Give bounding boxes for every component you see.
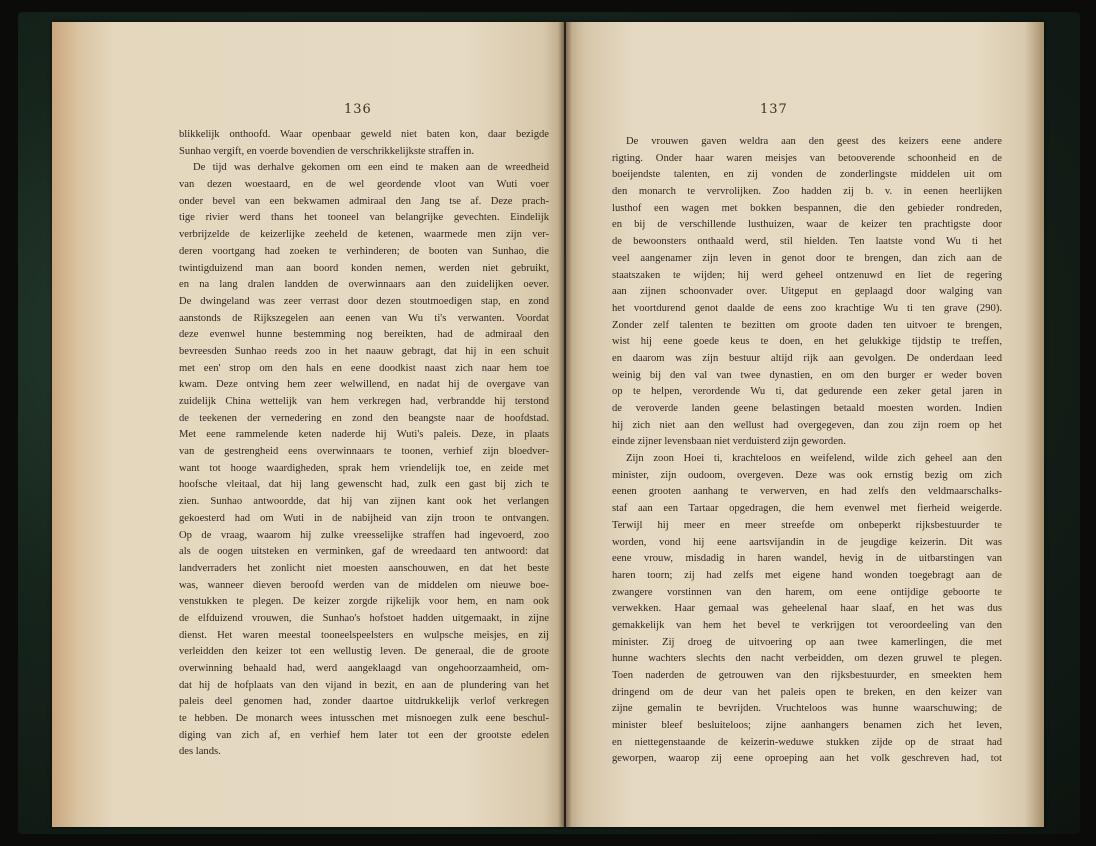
text-line: De vrouwen gaven weldra aan den geest des keizers eene andere	[626, 136, 1002, 147]
book-gutter	[558, 22, 572, 827]
text-line: en niettegenstaande de keizerin-weduwe stukken zijde op de straat had	[612, 736, 1002, 748]
text-line: overwinning behaald had, werd aangeklaagd van ongehoorzaamheid, om-	[179, 663, 549, 674]
text-line: van de gestrengheid eens overwinnaars te toonen, verhief zijn bloedver-	[179, 446, 549, 458]
text-line: zuidelijk China wettelijk van hem verkregen had, verbrandde hij terstond	[179, 396, 549, 407]
text-line: lusthof een wagen met bokken bespannen, die den gebieder rondreden,	[612, 202, 1002, 214]
text-line: en na lang dralen landden de overwinnaars aan den zuidelijken oever.	[179, 279, 549, 291]
text-line: geworpen, waarop zij eene oproeping aan het volk geschreven had, tot	[612, 753, 1002, 765]
text-line: verleidden den keizer tot een wellustig leven. De generaal, die de groote	[179, 646, 549, 658]
text-line: twintigduizend man aan boord konden nemen, werden niet gebruikt,	[179, 262, 549, 274]
text-line: des lands.	[179, 746, 221, 758]
text-line: te hebben. De monarch wees intusschen met misnoegen zulk eene beschul-	[179, 713, 549, 725]
page-number: 136	[344, 102, 372, 117]
text-line: boeijendste talenten, en zij vonden de zonderlingste middelen uit om	[612, 169, 1002, 181]
text-line: want tot hooge waardigheden, sprak hem vriendelijk toe, en zeide met	[179, 462, 549, 474]
page-text	[179, 127, 549, 761]
text-line: dringend om de deur van het paleis open te breken, en den keizer van	[612, 686, 1002, 698]
text-line: paleis deel genomen had, zonder daartoe uitdrukkelijk verlof verkregen	[179, 696, 549, 708]
text-line: hij zich niet aan den wellust had overgegeven, dan zou zijn roem op het	[612, 419, 1002, 431]
text-line: minister bleef besluiteloos; zijne aanhangers benamen zich het leven,	[612, 720, 1002, 732]
text-line: deren voortgang had zoeken te verhinderen; de booten van Sunhao, die	[179, 245, 549, 257]
text-line: Toen naderden de getrouwen van den rijksbestuurder, en smeekten hem	[612, 670, 1002, 681]
text-line: staatszaken te wijden; hij werd geheel ontzenuwd en liet de regering	[612, 269, 1002, 281]
text-line: bevreesden Sunhao reeds zoo in het naauw gebragt, dat hij in een schuit	[179, 345, 549, 357]
text-line: deze evenwel hunne bestemming nog bereikten, had de admiraal den	[179, 329, 549, 341]
text-line: den monarch te vervrolijken. Zoo hadden zij b. v. in eenen heerlijken	[612, 186, 1002, 198]
text-line: weinig bij den val van twee dynastien, en om den burger er weder boven	[612, 369, 1002, 381]
text-line: zwangere vorstinnen van den harem, om eene ontijdige geboorte te	[612, 586, 1002, 598]
text-line: tige rivier werd thans het tooneel van belangrijke gevechten. Eindelijk	[179, 212, 549, 224]
text-line: wist hij eene goede keus te doen, en het gelukkige tijdstip te treffen,	[612, 336, 1002, 348]
text-line: dat hij de hofplaats van den vijand in bezit, en aan de plundering van het	[179, 679, 549, 691]
text-line: gekoesterd had om Wuti in de nabijheid van zijn troon te ontvangen.	[179, 512, 549, 524]
text-line: De dwingeland was zeer verrast door dezen stoutmoedigen stap, en zond	[179, 295, 549, 307]
text-line: de bewoonsters onthaald werd, stil hielden. Ten laatste vond Wu ti het	[612, 236, 1002, 248]
text-line: diging van zich af, en verhief hem later tot een der grootste edelen	[179, 729, 549, 741]
text-line: Met eene rammelende keten naderde hij Wuti's paleis. Deze, in plaats	[179, 429, 549, 441]
text-line: gemakkelijk van hem het bevel te verkrijgen tot veroordeeling van den	[612, 619, 1002, 631]
text-line: hunne wachters slechts den nacht verbeidden, om dezen gruwel te plegen.	[612, 653, 1002, 665]
text-line: Sunhao vergift, en voerde bovendien de verschrikkelijkste straffen in.	[179, 145, 474, 157]
text-line: Terwijl hij meer en meer streefde om onbeperkt rijksbestuurder te	[612, 519, 1002, 531]
text-line: blikkelijk onthoofd. Waar openbaar geweld niet baten kon, daar bezigde	[179, 129, 549, 140]
right-page	[566, 22, 1044, 827]
text-line: het voortdurend genot daalde de eens zoo krachtige Wu ti ten grave (290).	[612, 302, 1002, 314]
page-number: 137	[760, 102, 788, 117]
text-line: aan zijnen schoonvader over. Uitgeput en geplaagd door walging van	[612, 286, 1002, 298]
text-line: Op de vraag, waarom hij zulke vreesselijke straffen had ingevoerd, zoo	[179, 529, 549, 541]
text-line: hoofsche vleitaal, dat hij lang gewenscht had, zulk een gast bij zich te	[179, 479, 549, 491]
text-line: kwam. Deze ontving hem zeer welwillend, en nadat hij de overgave van	[179, 379, 549, 391]
text-line: de teekenen der vernedering en zond den beangste naar de hoofdstad.	[179, 412, 549, 424]
text-line: veel aangenamer zijn leven in genot door te brengen, dan zich aan de	[612, 252, 1002, 264]
text-line: minister. Zij droeg de uitvoering op aan twee kamerlingen, die met	[612, 636, 1002, 648]
text-line: met een' strop om den hals en eene doodkist naast zich naar hem toe	[179, 362, 549, 374]
text-line: einde zijner levensbaan niet verduisterd zijn geworden.	[612, 436, 846, 448]
text-line: landverraders het zonlicht niet moesten aanschouwen, en dat het beste	[179, 562, 549, 574]
text-line: worden, vond hij eene aartsvijandin in de jeugdige keizerin. Dit was	[612, 536, 1002, 548]
text-line: eenen grooten aanhang te verwerven, en had zelfs den veldmaarschalks-	[612, 486, 1002, 498]
text-line: Zijn zoon Hoei ti, krachteloos en weifelend, wilde zich geheel aan den	[626, 453, 1002, 465]
text-line: dienst. Het waren meestal tooneelspeelsters en wulpsche meisjes, en zij	[179, 629, 549, 641]
text-line: onder bevel van een bekwamen admiraal den Jang tse af. Deze prach-	[179, 195, 549, 207]
open-book	[52, 14, 1044, 834]
page-text	[612, 134, 1002, 768]
text-line: van dezen woestaard, en de wel geordende vloot van Wuti voer	[179, 179, 549, 191]
text-line: de veroverde landen geene belastingen betaald moesten worden. Indien	[612, 403, 1002, 414]
text-line: minister, zijn oudoom, overgeven. Deze was ook ernstig bezig om zich	[612, 469, 1002, 481]
text-line: en daarom was zijn bestuur altijd rijk aan gevolgen. De onderdaan leed	[612, 352, 1002, 364]
text-line: rigting. Onder haar waren meisjes van betooverende schoonheid en de	[612, 152, 1002, 164]
text-line: haren toorn; zij had zelfs met eigene hand wonden toegebragt aan de	[612, 569, 1002, 581]
text-line: staf aan een Tartaar opgedragen, die hem evenwel met fierheid weigerde.	[612, 503, 1002, 515]
text-line: als de oogen uitsteken en verminken, gaf de wreedaard ten antwoord: dat	[179, 546, 549, 558]
text-line: Zonder zelf talenten te bezitten om groote daden ten uitvoer te brengen,	[612, 319, 1002, 331]
text-line: zijne gemalin te bevrijden. Vruchteloos was hunne waarschuwing; de	[612, 703, 1002, 715]
text-line: zien. Sunhao antwoordde, dat hij van zijnen kant ook het verlangen	[179, 496, 549, 508]
text-line: de elfduizend vrouwen, die Sunhao's hofstoet hadden uitgemaakt, in zijne	[179, 612, 549, 624]
text-line: verwekken. Haar gemaal was geheelenal haar slaaf, en het was dus	[612, 603, 1002, 615]
text-line: en bij de verschillende lusthuizen, waar de keizer ten prachtigste door	[612, 219, 1002, 231]
text-line: verbrijzelde de keizerlijke zeeheld de ketenen, waarmede men zijn ver-	[179, 229, 549, 241]
text-line: De tijd was derhalve gekomen om een eind te maken aan de wreedheid	[193, 162, 549, 174]
text-line: venstukken te plegen. De keizer zorgde rijkelijk voor hem, en nam ook	[179, 596, 549, 608]
text-line: op te helpen, verordende Wu ti, dat gedurende een zeker getal jaren in	[612, 386, 1002, 398]
left-page	[52, 22, 564, 827]
text-line: aanstonds de Rijkszegelen aan eenen van Wu ti's verwanten. Voordat	[179, 312, 549, 324]
text-line: was, wanneer dieven beroofd werden van de middelen om nieuwe boe-	[179, 579, 549, 591]
text-line: eene vrouw, misdadig in haren wandel, hevig in de uitbarstingen van	[612, 553, 1002, 565]
